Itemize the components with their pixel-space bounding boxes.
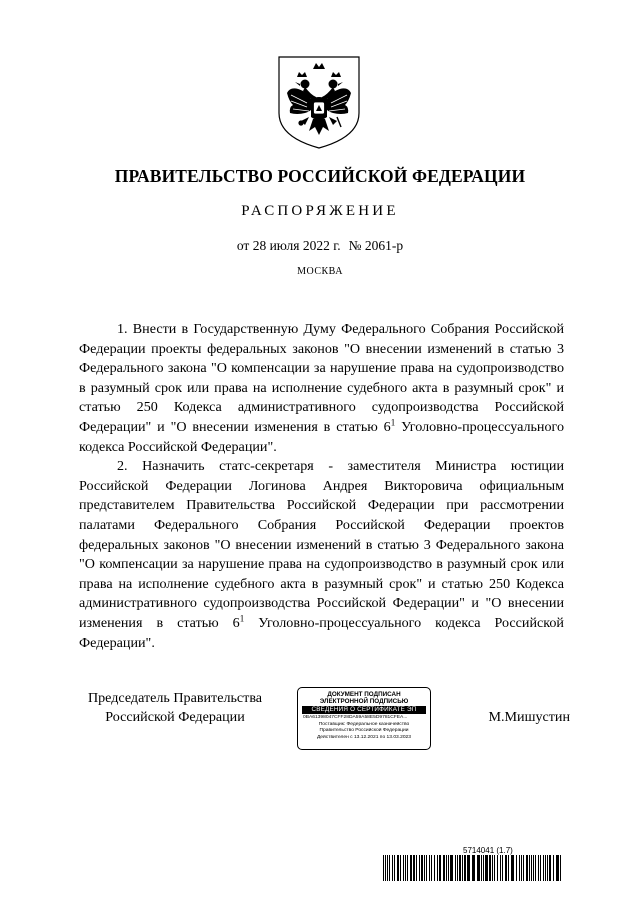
barcode-label: 5714041 (1.7): [463, 846, 513, 855]
paragraph-1-superscript: 1: [390, 417, 396, 428]
double-headed-eagle-emblem: [275, 55, 363, 150]
paragraph-2-text: 2. Назначить статс-секретаря - заместителя Министра юстиции Российской Федерации Логинова Андрея Викторовича официальным представителем Правительства Российской Федерации при рассмотрении палатами Федерального Собрания Российской Федерации проектов федеральных законов "О внесении изменений в статью 3 Федерального закона "О компенсации за нарушение права на судопроизводство в разумный срок или права на исполнение судебного акта в разумный срок" и статью 250 Кодекса административного судопроизводства Российской Федерации" и "О внесении изменения в статью 6: [79, 458, 564, 631]
stamp-owner: Правительство Российской Федерации: [319, 728, 409, 733]
document-date: от 28 июля 2022 г.: [236, 238, 341, 253]
document-date-line: [0, 238, 640, 254]
stamp-title-line-1: ДОКУМЕНТ ПОДПИСАН: [327, 691, 401, 698]
paragraph-2-text-end: Уголовно-процессуального кодекса Российской Федерации".: [79, 614, 564, 651]
barcode: [383, 855, 561, 881]
stamp-certificate-id: 0BA61398047CFF28DA59A58E5D9781CFEA...: [303, 715, 408, 720]
paragraph-2-superscript: 1: [239, 613, 245, 624]
stamp-title-line-2: ЭЛЕКТРОННОЙ ПОДПИСЬЮ: [319, 698, 409, 705]
electronic-signature-stamp: [297, 687, 431, 750]
paragraph-1: [79, 320, 564, 457]
signatory-name: М.Мишустин: [488, 709, 570, 725]
paragraph-2: [79, 457, 564, 653]
government-title: ПРАВИТЕЛЬСТВО РОССИЙСКОЙ ФЕДЕРАЦИИ: [114, 166, 526, 186]
stamp-validity: Действителен с 13.12.2021 по 13.03.2023: [317, 734, 411, 740]
signatory-position-line-2: Российской Федерации: [105, 709, 245, 725]
city: МОСКВА: [297, 266, 343, 277]
stamp-supplier: Поставщик: Федеральное казначейство: [318, 721, 410, 727]
document-type: РАСПОРЯЖЕНИЕ: [241, 203, 399, 219]
stamp-certificate-header: СВЕДЕНИЯ О СЕРТИФИКАТЕ ЭП: [302, 706, 426, 714]
signatory-position-line-1: Председатель Правительства: [87, 690, 263, 706]
signatory-position: [80, 689, 270, 727]
document-body: [79, 320, 564, 653]
paragraph-1-text: 1. Внести в Государственную Думу Федерального Собрания Российской Федерации проекты федеральных законов "О внесении изменений в статью 3 Федерального закона "О компенсации за нарушение права на судопроизводство в разумный срок или права на исполнение судебного акта в разумный срок" и статью 250 Кодекса административного судопроизводства Российской Федерации" и "О внесении изменения в статью 6: [79, 321, 564, 435]
document-number: № 2061-р: [348, 238, 404, 253]
paragraph-1-text-end: Уголовно-процессуального кодекса Российской Федерации".: [79, 418, 564, 455]
